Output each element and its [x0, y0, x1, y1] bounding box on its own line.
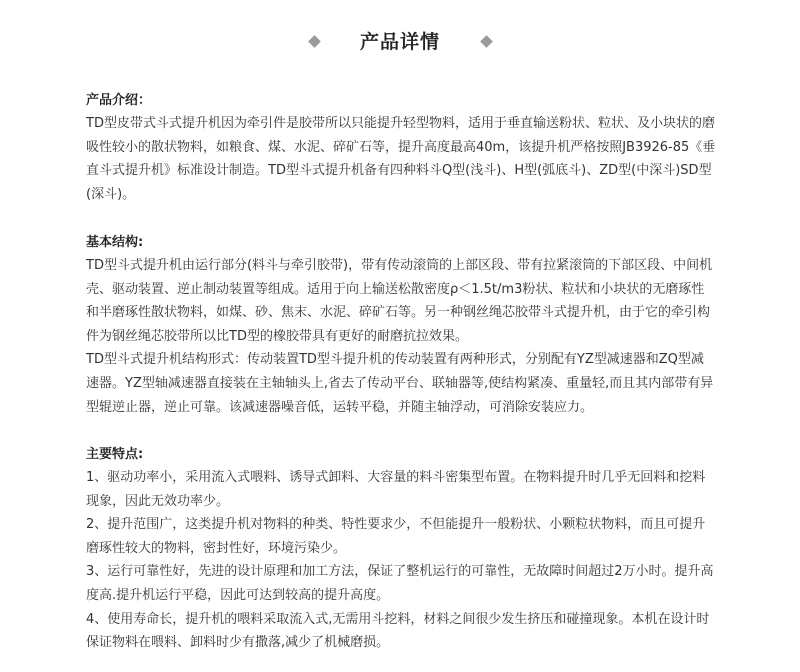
section-basic-structure — [86, 232, 716, 419]
section-heading-features: 主要特点: — [86, 447, 144, 462]
page-title: 产品详情 — [359, 31, 440, 53]
section-heading-intro: 产品介绍： — [86, 93, 152, 108]
feature-item-2: 2、提升范围广，这类提升机对物料的种类、特性要求少，不但能提升一般粉状、小颗粒状物料，而且可提升磨琢性较大的物料，密封性好，环境污染少。 — [86, 517, 706, 556]
diamond-right-icon — [480, 35, 493, 48]
section-main-features — [86, 444, 716, 655]
intro-paragraph: TD型皮带式斗式提升机因为牵引件是胶带所以只能提升轻型物料，适用于垂直输送粉状、粒状、及小块状的磨吸性较小的散状物料，如粮食、煤、水泥、碎矿石等，提升高度最高40m，该提升机严格按照JB3926-85《垂直斗式提升机》标准设计制造。TD型斗式提升机备有四种料斗Q型(浅斗)、H型(弧底斗)、ZD型(中深斗)SD型(深斗)。 — [86, 116, 716, 202]
feature-item-4: 4、使用寿命长，提升机的喂料采取流入式,无需用斗挖料，材料之间很少发生挤压和碰撞现象。本机在设计时保证物料在喂料、卸料时少有撒落,减少了机械磨损。 — [86, 611, 710, 651]
section-product-intro — [86, 90, 716, 206]
section-header — [0, 26, 800, 60]
structure-paragraph-1: TD型斗式提升机由运行部分(料斗与牵引胶带)，带有传动滚筒的上部区段、带有拉紧滚筒的下部区段、中间机壳、驱动装置、逆止制动装置等组成。适用于向上输送松散密度ρ＜1.5t/m3粉状、粒状和小块状的无磨琢性和半磨琢性散状物料，如煤、砂、焦末、水泥、碎矿石等。另一种钢丝绳芯胶带斗式提升机，由于它的牵引构件为钢丝绳芯胶带所以比TD型的橡胶带具有更好的耐磨抗拉效果。 — [86, 258, 713, 344]
diamond-left-icon — [308, 35, 321, 48]
structure-paragraph-2: TD型斗式提升机结构形式：传动装置TD型斗提升机的传动装置有两种形式，分别配有YZ型减速器和ZQ型减速器。YZ型轴减速器直接装在主轴轴头上,省去了传动平台、联轴器等,使结构紧凑、重量轻,而且其内部带有异型辊逆止器，逆止可靠。该减速器噪音低，运转平稳，并随主轴浮动，可消除安装应力。 — [86, 352, 714, 415]
feature-item-1: 1、驱动功率小，采用流入式喂料、诱导式卸料、大容量的料斗密集型布置。在物料提升时几乎无回料和挖料现象，因此无效功率少。 — [86, 470, 706, 509]
section-heading-structure: 基本结构: — [86, 235, 144, 250]
feature-item-3: 3、运行可靠性好，先进的设计原理和加工方法，保证了整机运行的可靠性，无故障时间超过2万小时。提升高度高.提升机运行平稳，因此可达到较高的提升高度。 — [86, 564, 714, 603]
